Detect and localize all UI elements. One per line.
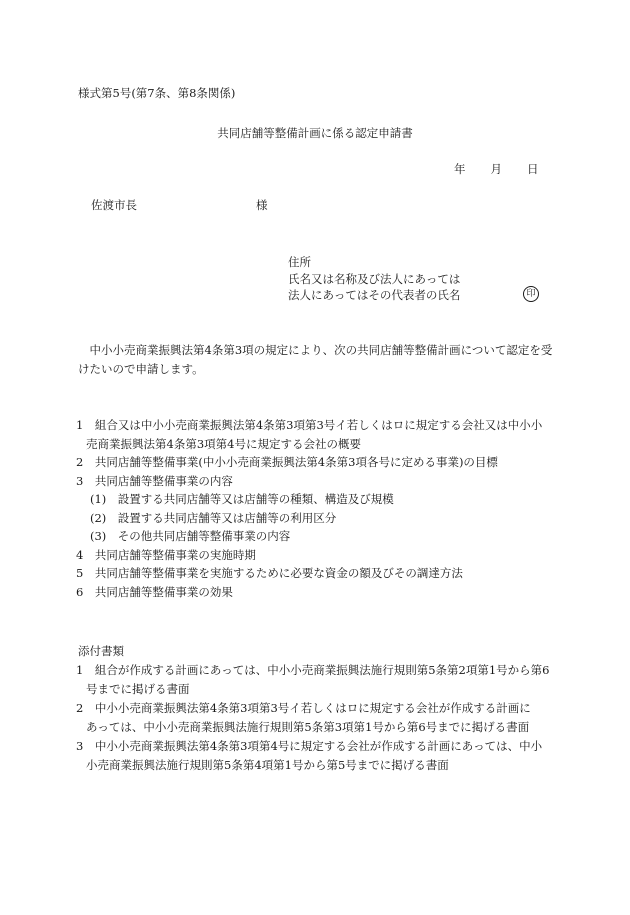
attachment-item (76, 661, 558, 699)
item-text: 共同店舗等整備事業の内容 (94, 473, 233, 488)
addressee-name: 佐渡市長 (91, 198, 137, 212)
date-day: 日 (527, 162, 539, 176)
item-number: 6 (76, 584, 84, 599)
list-subitem (76, 527, 558, 546)
date-line (454, 160, 539, 178)
attachment-item (76, 699, 558, 737)
attachments-heading: 添付書類 (78, 644, 124, 658)
item-text: 共同店舗等整備事業を実施するために必要な資金の額及びその調達方法 (94, 566, 463, 580)
attachment-number: 3 (76, 739, 84, 753)
list-subitem (76, 490, 558, 509)
subitem-text: その他共同店舗等整備事業の内容 (117, 529, 291, 543)
attachment-item (76, 737, 558, 775)
list-item (76, 472, 558, 491)
applicant-name-label-1: 氏名又は名称及び法人にあっては (288, 271, 461, 286)
item-number: 3 (76, 473, 84, 488)
applicant-address-label: 住所 (288, 255, 311, 269)
attachment-number: 1 (76, 663, 84, 677)
date-month: 月 (490, 162, 502, 176)
addressee-honorific: 様 (256, 198, 268, 212)
attachment-text: 組合が作成する計画にあっては、中小小売商業振興法施行規則第5条第2項第1号から第6 (94, 663, 550, 677)
item-text: 共同店舗等整備事業(中小小売商業振興法第4条第3項各号に定める事業)の目標 (94, 455, 498, 469)
attachment-text-continued: 小売商業振興法施行規則第5条第4項第1号から第5号までに掲げる書面 (86, 758, 449, 772)
date-year: 年 (454, 162, 466, 176)
seal-mark: 印 (523, 286, 539, 302)
attachment-list (76, 661, 558, 775)
list-item (76, 583, 558, 602)
application-statement-text: 中小小売商業振興法第4条第3項の規定により、次の共同店舗等整備計画について認定を受けたいので申請します。 (78, 343, 553, 376)
list-item (76, 546, 558, 565)
item-text: 共同店舗等整備事業の実施時期 (94, 547, 256, 562)
attachment-text-continued: 号までに掲げる書面 (86, 682, 190, 696)
attachment-text: 中小小売商業振興法第4条第3項第4号に規定する会社が作成する計画にあっては、中小 (94, 739, 543, 753)
subitem-number: (1) (90, 492, 107, 506)
list-subitem (76, 509, 558, 528)
item-number: 2 (76, 455, 84, 469)
item-list (76, 416, 558, 601)
item-text-continued: 売商業振興法第4条第3項第4号に規定する会社の概要 (86, 436, 361, 451)
subitem-text: 設置する共同店舗等又は店舗等の種類、構造及び規模 (117, 492, 394, 506)
document-title: 共同店舗等整備計画に係る認定申請書 (217, 126, 413, 140)
subitem-number: (3) (90, 529, 107, 543)
attachment-number: 2 (76, 701, 84, 715)
list-item (76, 453, 558, 472)
list-item (76, 416, 558, 453)
item-number: 4 (76, 547, 84, 562)
item-text: 組合又は中小小売商業振興法第4条第3項第3号イ若しくはロに規定する会社又は中小小 (94, 418, 543, 432)
attachment-text-continued: あっては、中小小売商業振興法施行規則第5条第3項第1号から第6号までに掲げる書面 (86, 720, 530, 734)
form-number: 様式第5号(第7条、第8条関係) (78, 86, 236, 100)
subitem-text: 設置する共同店舗等又は店舗等の利用区分 (117, 510, 337, 525)
subitem-number: (2) (90, 510, 107, 525)
item-text: 共同店舗等整備事業の効果 (94, 584, 233, 599)
applicant-name-label-2: 法人にあってはその代表者の氏名 (288, 288, 461, 302)
list-item (76, 564, 558, 583)
item-number: 1 (76, 418, 84, 432)
application-statement (78, 341, 556, 379)
item-number: 5 (76, 566, 84, 580)
applicant-block (288, 254, 460, 304)
attachment-text: 中小小売商業振興法第4条第3項第3号イ若しくはロに規定する会社が作成する計画に (94, 701, 531, 715)
